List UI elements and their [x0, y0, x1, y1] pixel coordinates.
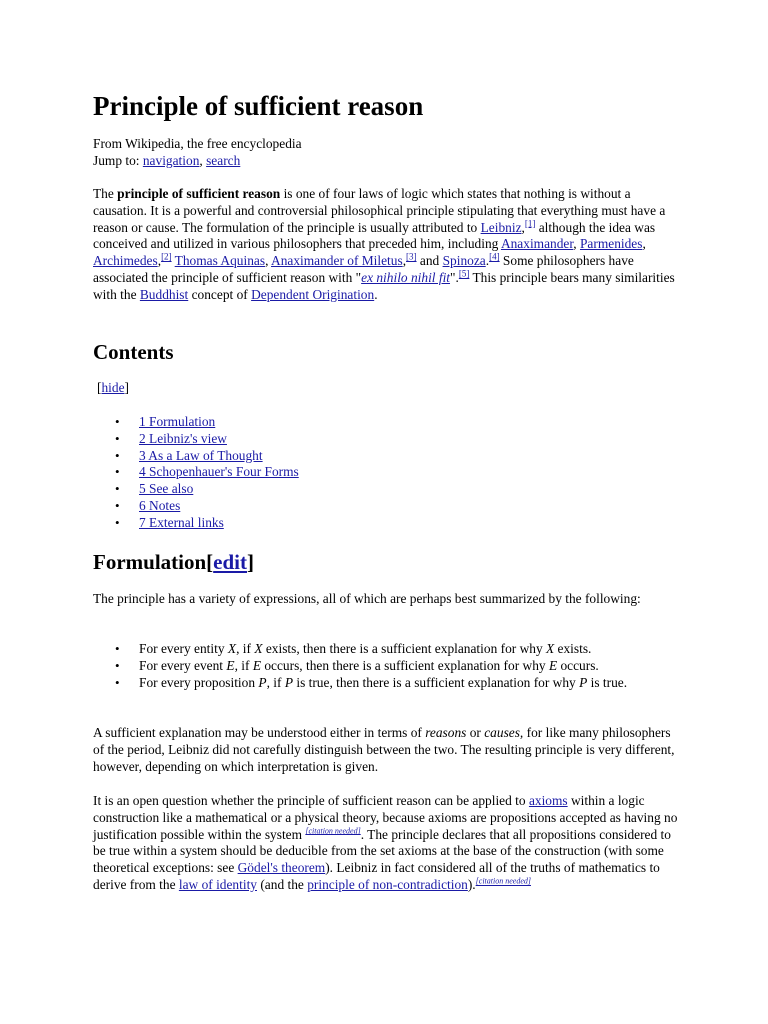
formulation-bullet-proposition: [93, 675, 683, 692]
text: exists.: [554, 641, 592, 656]
ref-5[interactable]: [5]: [458, 268, 470, 279]
intro-text: .: [374, 286, 378, 302]
toc-item: [93, 414, 683, 431]
toc-item: [93, 498, 683, 515]
contents-toggle: [97, 380, 687, 397]
variable: P: [258, 674, 267, 690]
toc-link-formulation[interactable]: 1 Formulation: [139, 414, 216, 429]
formulation-bullet-entity: [93, 641, 683, 658]
jump-to-label: Jump to:: [93, 152, 143, 168]
intro-text: ,: [573, 236, 580, 252]
link-leibniz[interactable]: Leibniz: [480, 219, 522, 235]
intro-text: and: [416, 253, 443, 269]
tagline: From Wikipedia, the free encyclopedia: [93, 136, 302, 151]
emphasis: reasons: [425, 725, 467, 740]
intro-paragraph: [93, 186, 683, 304]
link-law-of-identity[interactable]: law of identity: [178, 876, 257, 892]
emphasis: causes,: [484, 725, 524, 740]
contents-heading: Contents: [93, 340, 174, 364]
text: exists, then there is a sufficient explanation for why: [262, 641, 546, 656]
variable: X: [227, 641, 237, 656]
text: occurs, then there is a sufficient explanation for why: [261, 657, 549, 673]
intro-text: is one of four laws of logic which states that nothing is without a causation. It is a powerful and controversial philosophical principle stipulating that everything must have a reason or cause. The formulation of the principle is usually attributed to: [93, 186, 666, 235]
link-dependent-origination[interactable]: Dependent Origination: [251, 286, 375, 302]
jump-separator: ,: [199, 152, 207, 168]
toc-item: [93, 464, 683, 481]
text: It is an open question whether the principle of sufficient reason can be applied to: [93, 793, 529, 808]
intro-text: This principle bears many similarities with the: [93, 269, 675, 302]
text: For every entity: [139, 641, 228, 656]
text: , if: [266, 674, 285, 690]
text: , if: [234, 657, 253, 673]
intro-text: although the idea was conceived and utilized in various philosophers that preceded him, including: [93, 219, 656, 252]
link-spinoza[interactable]: Spinoza: [442, 253, 486, 269]
jump-to: [93, 153, 683, 170]
toc-link-four-forms[interactable]: 4 Schopenhauer's Four Forms: [139, 464, 299, 480]
link-archimedes[interactable]: Archimedes: [93, 253, 158, 269]
formulation-paragraph-1: The principle has a variety of expressions, all of which are perhaps best summarized by the following:: [93, 591, 641, 606]
section-heading-formulation: [93, 549, 683, 575]
toc-item: [93, 448, 683, 465]
intro-text: ,: [521, 219, 525, 235]
intro-text: .: [485, 253, 490, 269]
formulation-paragraph-3: [93, 793, 683, 894]
variable: P: [579, 674, 588, 690]
formulation-paragraph-2: [93, 725, 683, 775]
intro-text: The: [93, 186, 118, 201]
ref-1[interactable]: [1]: [524, 218, 536, 229]
text: For every event: [139, 657, 227, 673]
citation-needed-link[interactable]: [citation needed]: [305, 826, 361, 836]
variable: X: [546, 641, 555, 656]
toc-item: [93, 431, 683, 448]
intro-bold-term: principle of sufficient reason: [117, 186, 281, 201]
link-parmenides[interactable]: Parmenides: [579, 236, 643, 252]
text: occurs.: [557, 657, 599, 673]
link-anaximander[interactable]: Anaximander: [500, 236, 574, 252]
formulation-list: [93, 641, 683, 691]
toc-link-see-also[interactable]: 5 See also: [139, 481, 194, 497]
link-ex-nihilo-nihil-fit[interactable]: ex nihilo nihil fit: [361, 269, 451, 285]
intro-text: ,: [402, 253, 407, 269]
toc-link-external-links[interactable]: 7 External links: [139, 514, 224, 530]
ref-4[interactable]: [4]: [489, 251, 500, 262]
intro-text: ,: [265, 253, 272, 269]
link-godels-theorem[interactable]: Gödel's theorem: [237, 860, 326, 876]
variable: E: [548, 657, 558, 673]
text: A sufficient explanation may be understood either in terms of: [93, 725, 426, 740]
article-header-meta: [93, 136, 683, 170]
bracket: ]: [247, 550, 254, 574]
bracket: ]: [124, 380, 129, 395]
text: within a logic construction like a mathematical or a physical theory, because axioms are propositions accepted as having no justification possible within the system: [93, 793, 678, 842]
text: For every proposition: [139, 674, 259, 690]
intro-text: ,: [642, 236, 646, 252]
intro-text: concept of: [188, 286, 252, 302]
link-axioms[interactable]: axioms: [528, 793, 568, 808]
variable: E: [226, 657, 235, 673]
variable: E: [252, 657, 261, 673]
text: for like many philosophers of the period, Leibniz did not carefully distinguish between the two. The resulting principle is very different, however, depending on which interpretation is given.: [93, 725, 675, 774]
bracket: [: [206, 550, 214, 574]
variable: P: [284, 674, 293, 690]
intro-text: ,: [157, 253, 162, 269]
toc-link-leibniz-view[interactable]: 2 Leibniz's view: [139, 430, 227, 446]
text: . The principle declares that all propositions considered to be true within a system should be deducible from the set axioms at the base of the construction (with some theoretical exceptions: see: [93, 826, 671, 876]
link-anaximander-of-miletus[interactable]: Anaximander of Miletus: [271, 253, 403, 269]
edit-section-link[interactable]: edit: [213, 550, 247, 574]
intro-text: Some philosophers have associated the principle of sufficient reason with ": [93, 253, 634, 285]
text: or: [466, 725, 485, 740]
ref-3[interactable]: [3]: [406, 251, 417, 262]
text: (and the: [257, 876, 308, 892]
ref-2[interactable]: [2]: [161, 251, 172, 262]
toc-link-law-of-thought[interactable]: 3 As a Law of Thought: [139, 447, 263, 463]
citation-needed-link[interactable]: [citation needed]: [475, 876, 531, 886]
jump-search-link[interactable]: search: [206, 152, 241, 168]
text: ). Leibniz in fact considered all of the truths of mathematics to derive from the: [93, 860, 660, 892]
toc-item: [93, 481, 683, 498]
hide-toc-link[interactable]: hide: [101, 380, 125, 395]
table-of-contents: [93, 414, 683, 532]
text: is true, then there is a sufficient explanation for why: [293, 674, 580, 690]
variable: X: [254, 641, 263, 656]
page-title: Principle of sufficient reason: [93, 91, 424, 121]
section-title: Formulation: [93, 550, 207, 574]
intro-text: ".: [450, 269, 459, 285]
link-buddhist[interactable]: Buddhist: [139, 286, 189, 302]
toc-item: [93, 515, 683, 532]
text: ).: [467, 876, 476, 892]
formulation-bullet-event: [93, 658, 683, 675]
bracket: [: [97, 380, 102, 395]
link-principle-of-non-contradiction[interactable]: principle of non-contradiction: [307, 876, 468, 892]
text: is true.: [587, 674, 628, 690]
text: , if: [236, 641, 255, 656]
link-thomas-aquinas[interactable]: Thomas Aquinas: [174, 253, 266, 269]
toc-link-notes[interactable]: 6 Notes: [139, 497, 181, 513]
jump-navigation-link[interactable]: navigation: [142, 152, 200, 168]
